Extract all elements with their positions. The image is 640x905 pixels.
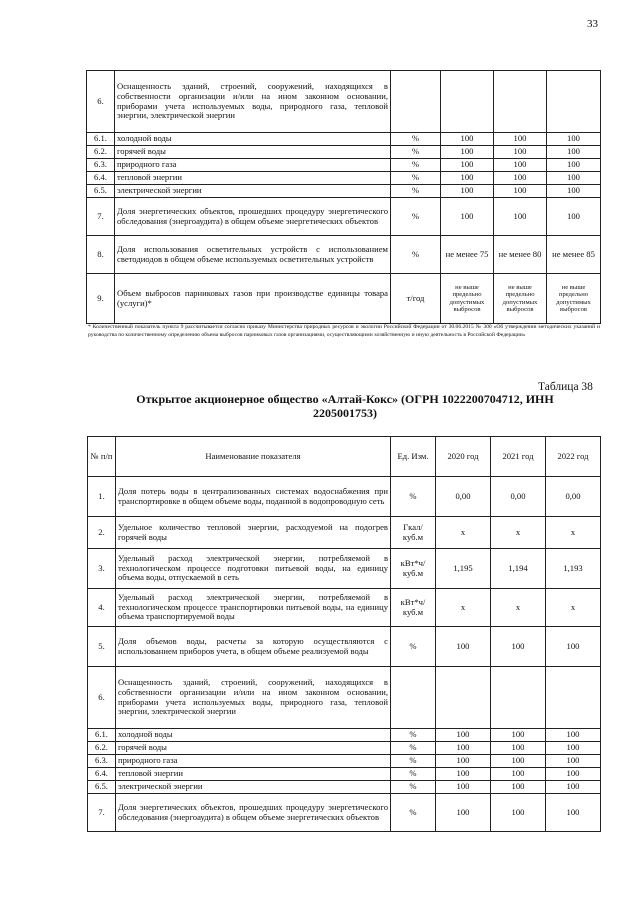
- table-row: [88, 667, 601, 729]
- value-2020: x: [436, 589, 491, 627]
- table-row: [88, 781, 601, 794]
- value-2021: 100: [494, 133, 547, 146]
- header-2020: 2020 год: [436, 437, 491, 477]
- value-2022: [547, 71, 601, 133]
- indicator-name: электрической энергии: [115, 185, 391, 198]
- unit: %: [391, 742, 436, 755]
- value-2020: 100: [436, 729, 491, 742]
- table-row: [88, 627, 601, 667]
- value-2020: 100: [441, 159, 494, 172]
- indicator-name: Удельное количество тепловой энергии, расходуемой на подогрев горячей воды: [116, 517, 391, 549]
- row-number: 8.: [87, 236, 115, 274]
- indicator-name: Доля объемов воды, расчеты за которую осуществляются с использованием приборов учета, в общем объеме реализуемой воды: [116, 627, 391, 667]
- row-number: 9.: [87, 274, 115, 324]
- row-number: 5.: [88, 627, 116, 667]
- table-row: [88, 794, 601, 832]
- value-2020: 0,00: [436, 477, 491, 517]
- value-2021: 100: [491, 755, 546, 768]
- value-2022: не выше предельно допустимых выбросов: [547, 274, 601, 324]
- value-2022: 100: [547, 198, 601, 236]
- indicator-name: природного газа: [116, 755, 391, 768]
- value-2020: 100: [436, 755, 491, 768]
- row-number: 6.3.: [87, 159, 115, 172]
- table-row: [87, 198, 601, 236]
- value-2021: [494, 71, 547, 133]
- value-2021: не менее 80: [494, 236, 547, 274]
- value-2022: 100: [546, 794, 601, 832]
- value-2021: 100: [491, 781, 546, 794]
- value-2020: [436, 667, 491, 729]
- unit: %: [391, 185, 441, 198]
- indicator-name: горячей воды: [115, 146, 391, 159]
- table-row: [87, 185, 601, 198]
- indicator-name: холодной воды: [116, 729, 391, 742]
- value-2020: [441, 71, 494, 133]
- row-number: 6.2.: [88, 742, 116, 755]
- value-2020: не менее 75: [441, 236, 494, 274]
- row-number: 7.: [88, 794, 116, 832]
- table-row: [87, 71, 601, 133]
- header-2022: 2022 год: [546, 437, 601, 477]
- value-2022: 100: [546, 768, 601, 781]
- value-2020: 100: [436, 627, 491, 667]
- value-2022: 100: [547, 159, 601, 172]
- value-2021: x: [491, 517, 546, 549]
- value-2021: 100: [491, 729, 546, 742]
- unit: %: [391, 768, 436, 781]
- unit: %: [391, 794, 436, 832]
- indicator-name: Доля потерь воды в централизованных системах водоснабжения при транспортировке в общем объеме воды, поданной в водопроводную сеть: [116, 477, 391, 517]
- value-2020: 100: [441, 146, 494, 159]
- value-2020: x: [436, 517, 491, 549]
- indicator-name: электрической энергии: [116, 781, 391, 794]
- unit: [391, 667, 436, 729]
- value-2022: 100: [546, 742, 601, 755]
- table-row: [88, 768, 601, 781]
- unit: %: [391, 729, 436, 742]
- table-row: [88, 589, 601, 627]
- table-row: [88, 477, 601, 517]
- header-num: № п/п: [88, 437, 116, 477]
- table-row: [87, 172, 601, 185]
- value-2022: 1,193: [546, 549, 601, 589]
- row-number: 6.: [88, 667, 116, 729]
- value-2022: 100: [547, 185, 601, 198]
- value-2021: 100: [494, 185, 547, 198]
- table-row: [87, 146, 601, 159]
- table-row: [88, 742, 601, 755]
- row-number: 2.: [88, 517, 116, 549]
- value-2022: 0,00: [546, 477, 601, 517]
- header-unit: Ед. Изм.: [391, 437, 436, 477]
- row-number: 6.1.: [88, 729, 116, 742]
- row-number: 6.1.: [87, 133, 115, 146]
- value-2022: 100: [546, 755, 601, 768]
- unit: %: [391, 755, 436, 768]
- table-row: [87, 274, 601, 324]
- indicator-name: Доля энергетических объектов, прошедших процедуру энергетического обследования (энергоаудита) в общем объеме энергетических объектов: [116, 794, 391, 832]
- indicator-name: холодной воды: [115, 133, 391, 146]
- indicator-name: тепловой энергии: [115, 172, 391, 185]
- value-2020: 100: [441, 133, 494, 146]
- value-2020: 100: [436, 781, 491, 794]
- value-2021: не выше предельно допустимых выбросов: [494, 274, 547, 324]
- value-2020: не выше предельно допустимых выбросов: [441, 274, 494, 324]
- unit: %: [391, 159, 441, 172]
- unit: %: [391, 236, 441, 274]
- row-number: 6.2.: [87, 146, 115, 159]
- value-2021: 100: [491, 742, 546, 755]
- value-2020: 100: [441, 172, 494, 185]
- value-2020: 1,195: [436, 549, 491, 589]
- unit: [391, 71, 441, 133]
- table-title: Открытое акционерное общество «Алтай-Кокс» (ОГРН 1022200704712, ИНН 2205001753): [136, 392, 554, 420]
- unit: %: [391, 781, 436, 794]
- indicator-name: Доля использования осветительных устройств с использованием светодиодов в общем объеме используемых осветительных устройств: [115, 236, 391, 274]
- table-row: [87, 236, 601, 274]
- row-number: 6.5.: [87, 185, 115, 198]
- indicators-table-continued: [86, 70, 601, 324]
- table-header-row: [88, 437, 601, 477]
- value-2021: 100: [494, 159, 547, 172]
- value-2021: 100: [491, 794, 546, 832]
- header-name: Наименование показателя: [116, 437, 391, 477]
- unit: %: [391, 146, 441, 159]
- row-number: 4.: [88, 589, 116, 627]
- row-number: 6.5.: [88, 781, 116, 794]
- unit: кВт*ч/ куб.м: [391, 549, 436, 589]
- indicator-name: Оснащенность зданий, строений, сооружений, находящихся в собственности организации и/или на ином законном основании, приборами учета используемых воды, природного газа, тепловой энергии, электрической энергии: [116, 667, 391, 729]
- page-number: 33: [587, 18, 598, 30]
- value-2021: 0,00: [491, 477, 546, 517]
- indicator-name: тепловой энергии: [116, 768, 391, 781]
- footnote: * Количественный показатель пункта 9 рассчитывается согласно приказу Министерства природных ресурсов и экологии Российской Федерации от 30.06.2015 № 300 «Об утверждении методических указаний и руководства по количественному определению объема выбросов парниковых газов организациями, осуществляющими хозяйственную и иную деятельность в Российской Федерации»: [88, 324, 600, 338]
- table-caption: Таблица 38: [538, 381, 593, 393]
- row-number: 6.4.: [88, 768, 116, 781]
- value-2022: [546, 667, 601, 729]
- value-2020: 100: [436, 768, 491, 781]
- unit: %: [391, 627, 436, 667]
- value-2022: 100: [546, 781, 601, 794]
- value-2020: 100: [436, 794, 491, 832]
- value-2022: 100: [547, 133, 601, 146]
- indicators-table-altai-koks: [87, 436, 601, 832]
- unit: т/год: [391, 274, 441, 324]
- table-row: [87, 133, 601, 146]
- row-number: 6.3.: [88, 755, 116, 768]
- unit: %: [391, 172, 441, 185]
- table-row: [88, 517, 601, 549]
- value-2022: x: [546, 589, 601, 627]
- indicator-name: Объем выбросов парниковых газов при производстве единицы товара (услуги)*: [115, 274, 391, 324]
- value-2022: 100: [546, 627, 601, 667]
- value-2021: 100: [491, 768, 546, 781]
- indicator-name: природного газа: [115, 159, 391, 172]
- row-number: 3.: [88, 549, 116, 589]
- indicator-name: Удельный расход электрической энергии, потребляемой в технологическом процессе подготовки питьевой воды, на единицу объема воды, отпускаемой в сеть: [116, 549, 391, 589]
- row-number: 7.: [87, 198, 115, 236]
- row-number: 6.4.: [87, 172, 115, 185]
- value-2021: x: [491, 589, 546, 627]
- row-number: 1.: [88, 477, 116, 517]
- unit: кВт*ч/ куб.м: [391, 589, 436, 627]
- value-2021: 1,194: [491, 549, 546, 589]
- value-2020: 100: [441, 198, 494, 236]
- value-2021: 100: [494, 146, 547, 159]
- value-2022: не менее 85: [547, 236, 601, 274]
- unit: %: [391, 133, 441, 146]
- value-2020: 100: [441, 185, 494, 198]
- row-number: 6.: [87, 71, 115, 133]
- indicator-name: Оснащенность зданий, строений, сооружений, находящихся в собственности организации и/или на ином законном основании, приборами учета используемых воды, природного газа, тепловой энергии, электрической энергии: [115, 71, 391, 133]
- unit: %: [391, 477, 436, 517]
- header-2021: 2021 год: [491, 437, 546, 477]
- table-row: [88, 755, 601, 768]
- value-2021: 100: [494, 198, 547, 236]
- value-2022: 100: [546, 729, 601, 742]
- value-2021: 100: [494, 172, 547, 185]
- indicator-name: Доля энергетических объектов, прошедших процедуру энергетического обследования (энергоаудита) в общем объеме энергетических объектов: [115, 198, 391, 236]
- value-2022: x: [546, 517, 601, 549]
- indicator-name: Удельный расход электрической энергии, потребляемой в технологическом процессе транспортировки питьевой воды, на единицу объема транспортируемой воды: [116, 589, 391, 627]
- unit: Гкал/ куб.м: [391, 517, 436, 549]
- value-2020: 100: [436, 742, 491, 755]
- table-row: [87, 159, 601, 172]
- value-2022: 100: [547, 146, 601, 159]
- table-row: [88, 729, 601, 742]
- table-row: [88, 549, 601, 589]
- unit: %: [391, 198, 441, 236]
- indicator-name: горячей воды: [116, 742, 391, 755]
- value-2021: [491, 667, 546, 729]
- value-2021: 100: [491, 627, 546, 667]
- value-2022: 100: [547, 172, 601, 185]
